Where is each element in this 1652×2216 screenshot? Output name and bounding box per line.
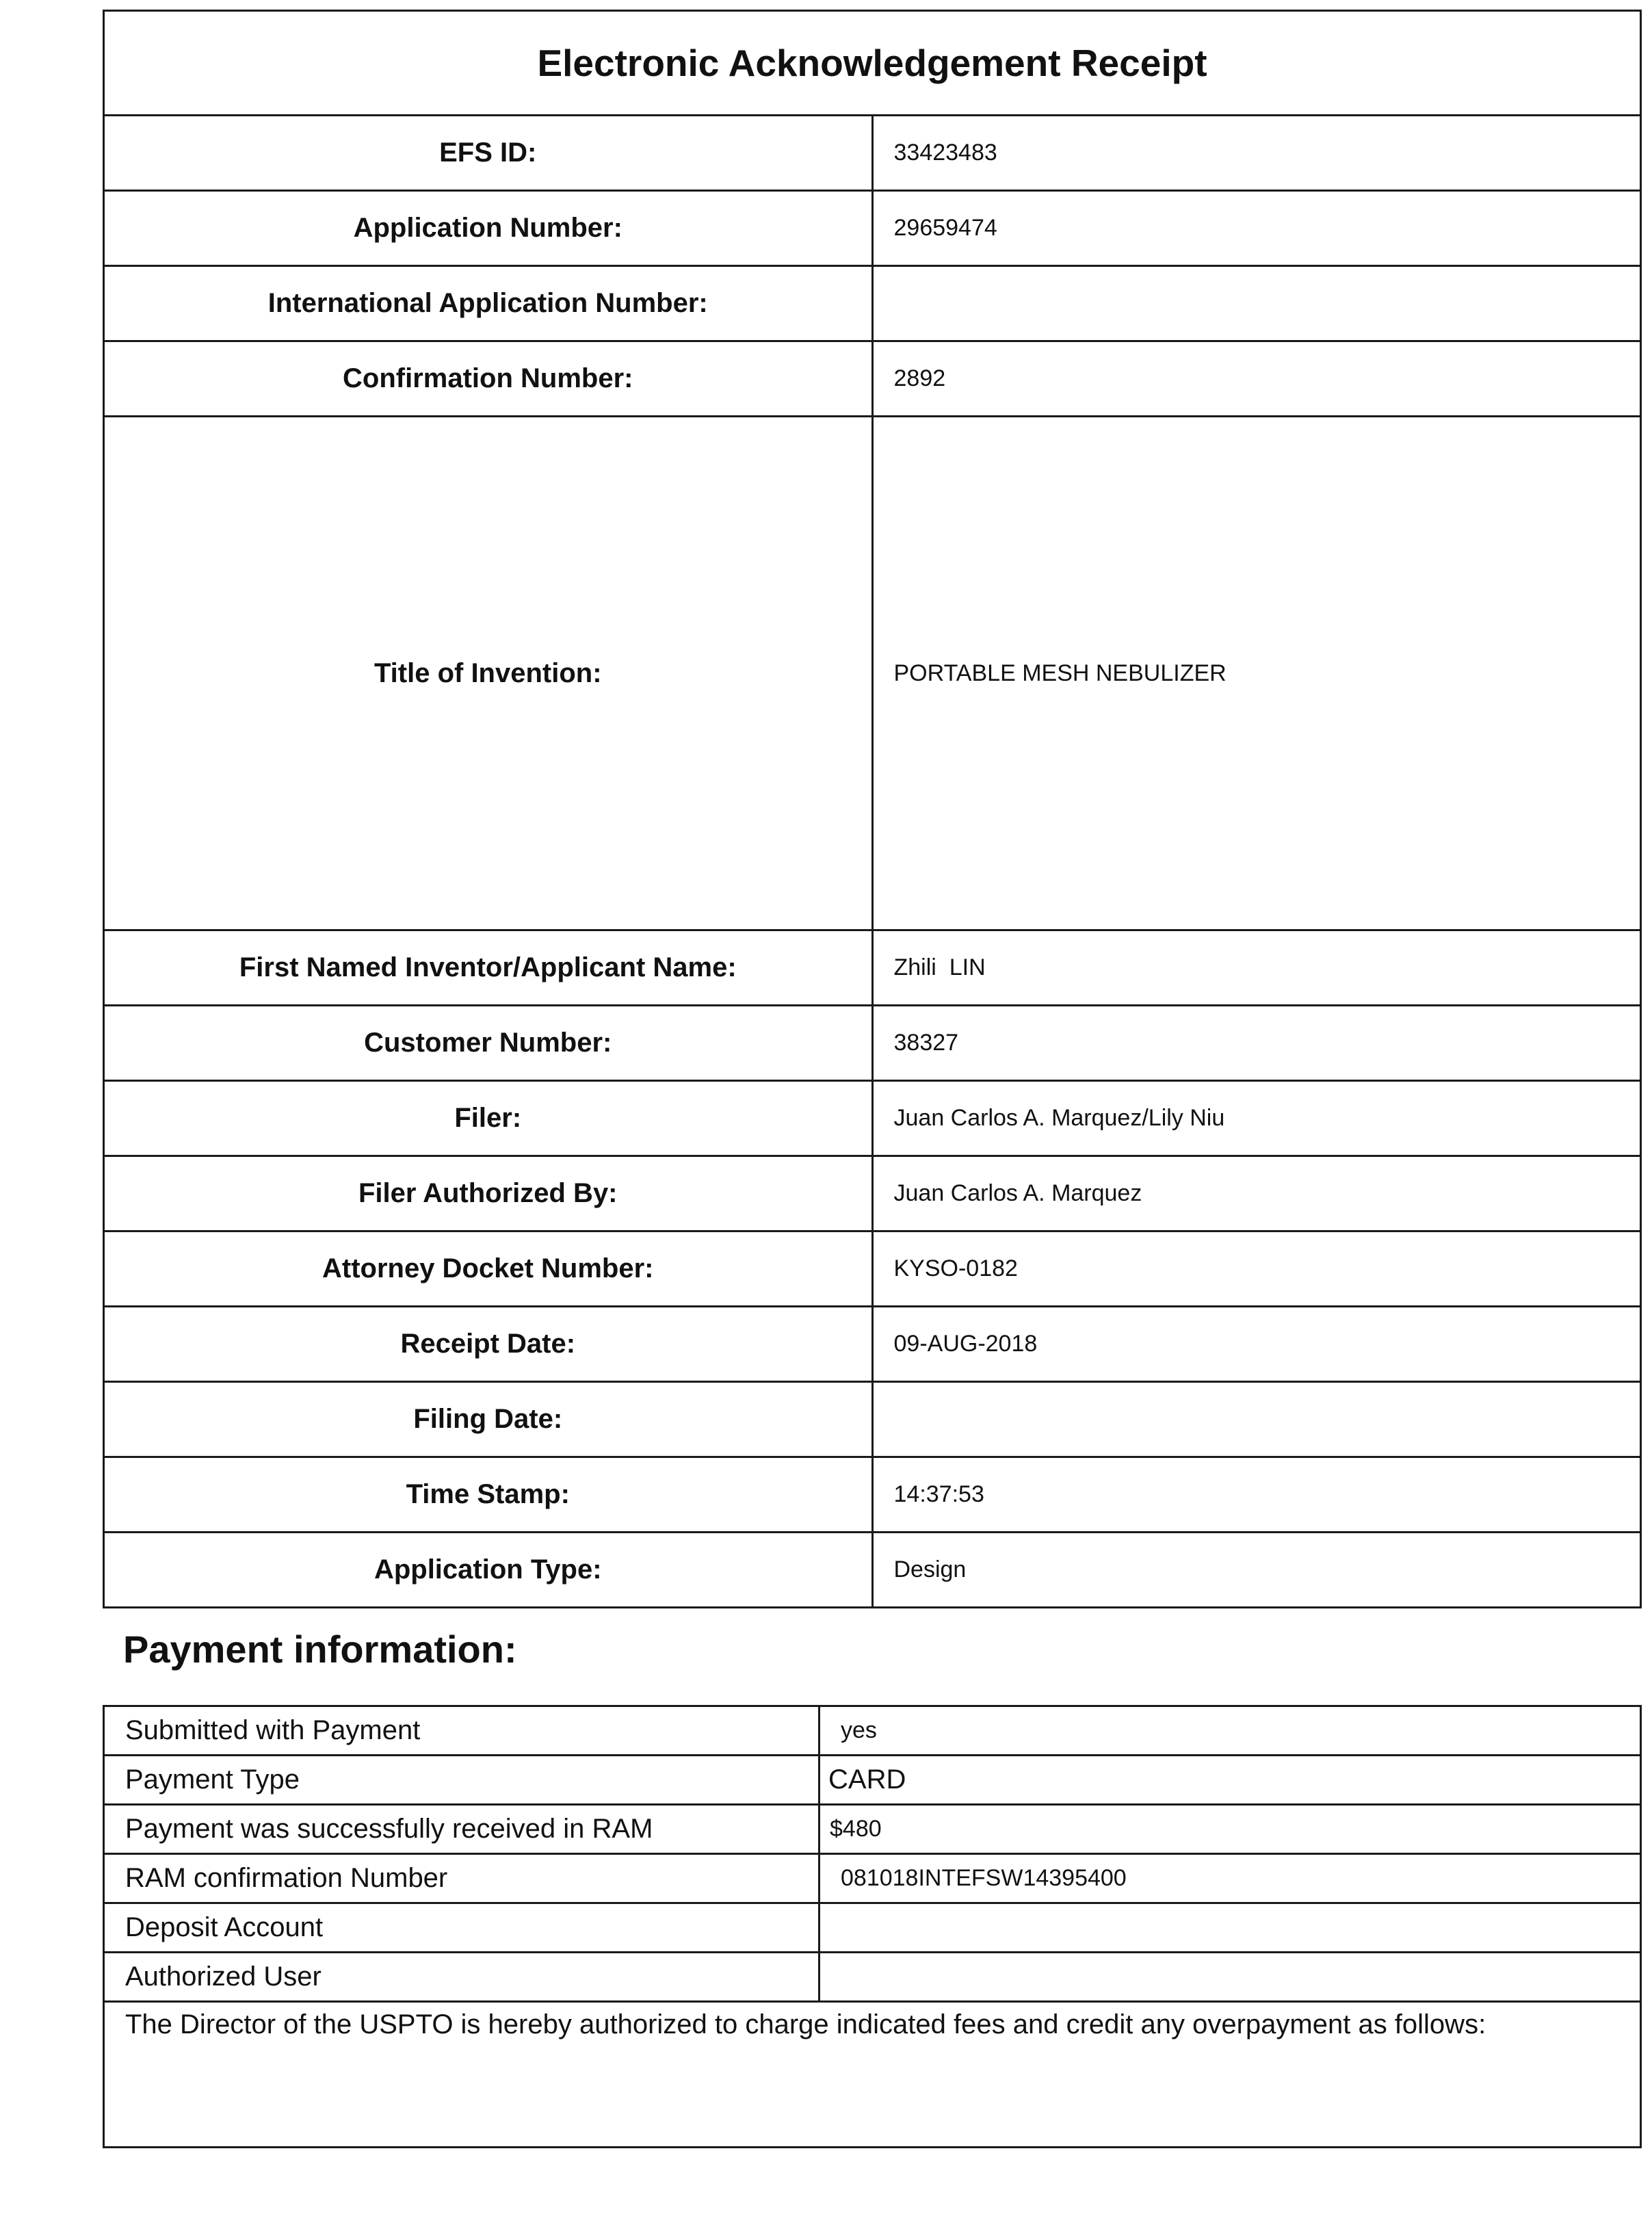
row-filer xyxy=(104,1081,1641,1156)
row-submitted-with-payment xyxy=(104,1706,1641,1756)
filer-label: Filer: xyxy=(104,1081,873,1156)
deposit-account-value xyxy=(820,1903,1641,1953)
payment-received-in-ram-label: Payment was successfully received in RAM xyxy=(104,1805,820,1854)
row-filer-authorized-by xyxy=(104,1156,1641,1231)
payment-received-in-ram-value: $480 xyxy=(820,1805,1641,1854)
confirmation-number-value: 2892 xyxy=(872,341,1641,417)
row-time-stamp xyxy=(104,1457,1641,1533)
international-application-number-label: International Application Number: xyxy=(104,266,873,341)
payment-information-heading: Payment information: xyxy=(123,1628,517,1671)
receipt-title: Electronic Acknowledgement Receipt xyxy=(104,11,1641,116)
row-efs-id xyxy=(104,116,1641,191)
first-named-inventor-label: First Named Inventor/Applicant Name: xyxy=(104,930,873,1006)
submitted-with-payment-value: yes xyxy=(820,1706,1641,1756)
receipt-date-label: Receipt Date: xyxy=(104,1307,873,1382)
application-number-label: Application Number: xyxy=(104,191,873,266)
row-payment-received-in-ram xyxy=(104,1805,1641,1854)
row-ram-confirmation-number xyxy=(104,1854,1641,1903)
authorized-user-label: Authorized User xyxy=(104,1953,820,2002)
filer-authorized-by-value: Juan Carlos A. Marquez xyxy=(872,1156,1641,1231)
row-receipt-date xyxy=(104,1307,1641,1382)
attorney-docket-number-value: KYSO-0182 xyxy=(872,1231,1641,1307)
application-type-value: Design xyxy=(872,1533,1641,1608)
ram-confirmation-number-value: 081018INTEFSW14395400 xyxy=(820,1854,1641,1903)
row-application-number xyxy=(104,191,1641,266)
row-filing-date xyxy=(104,1382,1641,1457)
filer-authorized-by-label: Filer Authorized By: xyxy=(104,1156,873,1231)
row-authorized-user xyxy=(104,1953,1641,2002)
row-international-application-number xyxy=(104,266,1641,341)
international-application-number-value xyxy=(872,266,1641,341)
row-deposit-account xyxy=(104,1903,1641,1953)
director-authorization-note: The Director of the USPTO is hereby authorized to charge indicated fees and credit any overpayment as follows: xyxy=(104,2002,1641,2148)
payment-type-value: CARD xyxy=(820,1756,1641,1805)
receipt-date-value: 09-AUG-2018 xyxy=(872,1307,1641,1382)
deposit-account-label: Deposit Account xyxy=(104,1903,820,1953)
confirmation-number-label: Confirmation Number: xyxy=(104,341,873,417)
row-director-authorization xyxy=(104,2002,1641,2148)
row-payment-type xyxy=(104,1756,1641,1805)
time-stamp-value: 14:37:53 xyxy=(872,1457,1641,1533)
filing-date-label: Filing Date: xyxy=(104,1382,873,1457)
customer-number-label: Customer Number: xyxy=(104,1006,873,1081)
filing-date-value xyxy=(872,1382,1641,1457)
attorney-docket-number-label: Attorney Docket Number: xyxy=(104,1231,873,1307)
acknowledgement-receipt-table xyxy=(103,10,1642,1608)
row-confirmation-number xyxy=(104,341,1641,417)
title-of-invention-value: PORTABLE MESH NEBULIZER xyxy=(872,417,1641,930)
customer-number-value: 38327 xyxy=(872,1006,1641,1081)
application-number-value: 29659474 xyxy=(872,191,1641,266)
row-title-of-invention xyxy=(104,417,1641,930)
time-stamp-label: Time Stamp: xyxy=(104,1457,873,1533)
payment-type-label: Payment Type xyxy=(104,1756,820,1805)
application-type-label: Application Type: xyxy=(104,1533,873,1608)
ram-confirmation-number-label: RAM confirmation Number xyxy=(104,1854,820,1903)
authorized-user-value xyxy=(820,1953,1641,2002)
filer-value: Juan Carlos A. Marquez/Lily Niu xyxy=(872,1081,1641,1156)
row-attorney-docket-number xyxy=(104,1231,1641,1307)
row-first-named-inventor xyxy=(104,930,1641,1006)
submitted-with-payment-label: Submitted with Payment xyxy=(104,1706,820,1756)
first-named-inventor-value: Zhili LIN xyxy=(872,930,1641,1006)
payment-information-table xyxy=(103,1705,1642,2148)
efs-id-label: EFS ID: xyxy=(104,116,873,191)
efs-id-value: 33423483 xyxy=(872,116,1641,191)
row-customer-number xyxy=(104,1006,1641,1081)
title-of-invention-label: Title of Invention: xyxy=(104,417,873,930)
row-application-type xyxy=(104,1533,1641,1608)
